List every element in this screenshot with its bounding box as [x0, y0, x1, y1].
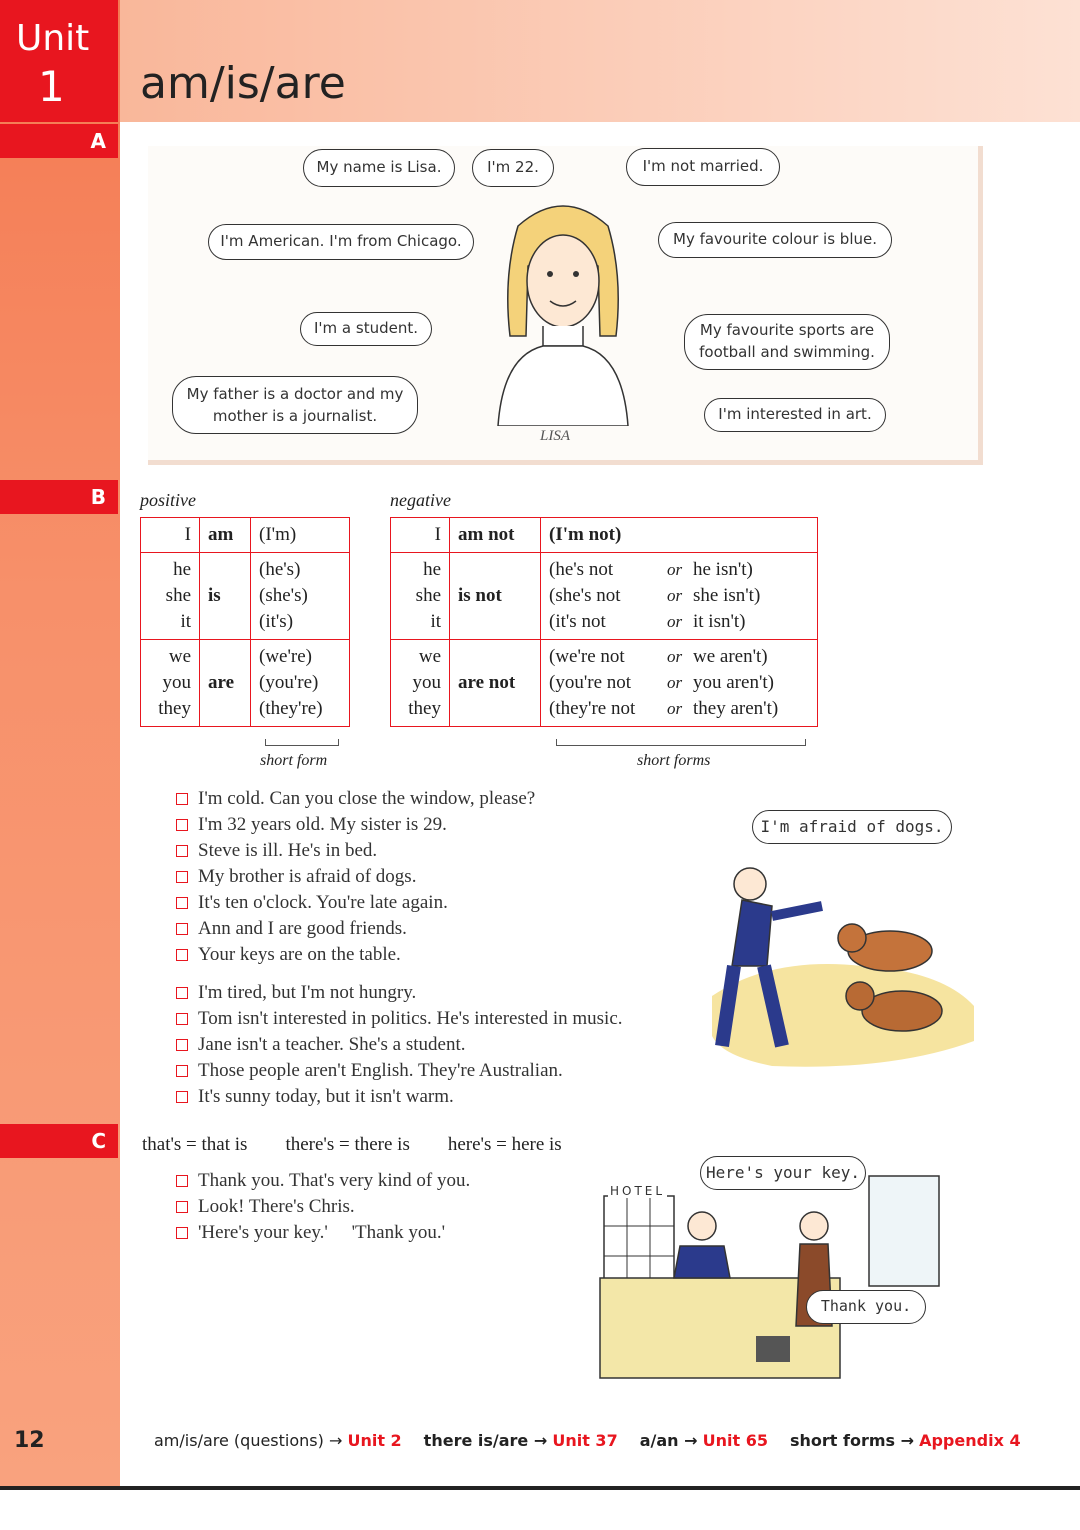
short-forms-brace — [556, 739, 806, 746]
checkbox-bullet — [176, 923, 188, 935]
list-item — [176, 786, 535, 812]
alt-form: he isn't) — [693, 559, 753, 580]
list-item — [176, 864, 535, 890]
footer-link[interactable] — [790, 1431, 1021, 1450]
examples-positive — [176, 786, 535, 968]
table-row — [141, 518, 350, 553]
short-form: (you're not — [549, 672, 632, 693]
subject-cell — [141, 553, 200, 640]
checkbox-bullet — [176, 793, 188, 805]
short-form-brace — [265, 739, 339, 746]
subject-cell — [141, 640, 200, 727]
example-text: Jane isn't a teacher. She's a student. — [198, 1034, 466, 1055]
checkbox-bullet — [176, 1175, 188, 1187]
short-form: (you're) — [259, 672, 319, 693]
verb-cell: am — [200, 518, 251, 553]
section-c-tab: C — [0, 1124, 118, 1158]
list-item — [176, 890, 535, 916]
verb-cell: is not — [450, 553, 541, 640]
section-b-tab: B — [0, 480, 118, 514]
list-item — [176, 1058, 623, 1084]
footer-link[interactable] — [640, 1431, 768, 1450]
cross-references — [154, 1431, 1021, 1450]
short-cell — [541, 640, 818, 727]
page-bottom-rule — [0, 1486, 1080, 1490]
speech-bubble: I'm interested in art. — [704, 398, 886, 432]
footer-link[interactable] — [424, 1431, 618, 1450]
list-item — [176, 1168, 470, 1194]
verb-cell: am not — [450, 518, 541, 553]
list-item — [176, 1006, 623, 1032]
example-text: It's sunny today, but it isn't warm. — [198, 1086, 454, 1107]
checkbox-bullet — [176, 871, 188, 883]
checkbox-bullet — [176, 1227, 188, 1239]
checkbox-bullet — [176, 1013, 188, 1025]
short-cell — [541, 553, 818, 640]
example-text: Those people aren't English. They're Australian. — [198, 1060, 563, 1081]
or-word: or — [667, 612, 683, 631]
subject: you — [412, 672, 441, 693]
example-text: Ann and I are good friends. — [198, 918, 407, 939]
short-form-label: short form — [260, 752, 328, 769]
page-title: am/is/are — [140, 58, 346, 109]
short-form-equations — [142, 1134, 562, 1156]
hotel-illustration — [584, 1166, 956, 1390]
example-text: I'm cold. Can you close the window, please? — [198, 788, 536, 809]
short-forms-label: short forms — [637, 752, 711, 769]
example-text: I'm tired, but I'm not hungry. — [198, 982, 417, 1003]
checkbox-bullet — [176, 845, 188, 857]
speech-bubble: I'm 22. — [472, 149, 554, 187]
short-cell: (I'm) — [251, 518, 350, 553]
short-form: (he's not — [549, 559, 614, 580]
subject: they — [408, 698, 441, 719]
subject: he — [423, 559, 441, 580]
list-item — [176, 1194, 470, 1220]
short-form: (we're not — [549, 646, 625, 667]
subject-cell — [391, 640, 450, 727]
negative-table — [390, 517, 818, 727]
bubble-line: My favourite sports are — [699, 321, 875, 339]
margin-strip — [0, 0, 120, 1488]
list-item — [176, 1084, 623, 1110]
list-item — [176, 942, 535, 968]
checkbox-bullet — [176, 987, 188, 999]
checkbox-bullet — [176, 1065, 188, 1077]
checkbox-bullet — [176, 1201, 188, 1213]
footer-link[interactable] — [154, 1431, 402, 1450]
short-cell — [251, 640, 350, 727]
equation: there's = there is — [285, 1134, 410, 1155]
table-row — [141, 553, 350, 640]
example-text: Your keys are on the table. — [198, 944, 401, 965]
or-word: or — [667, 647, 683, 666]
subject-cell: I — [141, 518, 200, 553]
table-row — [391, 640, 818, 727]
link-target[interactable]: Appendix 4 — [919, 1431, 1021, 1450]
section-a-tab: A — [0, 124, 118, 158]
link-text: a/an → — [639, 1431, 698, 1450]
page-number: 12 — [14, 1428, 45, 1453]
short-form: (she's not — [549, 585, 621, 606]
checkbox-bullet — [176, 1091, 188, 1103]
bubble-line: football and swimming. — [699, 343, 875, 361]
link-target[interactable]: Unit 37 — [552, 1431, 618, 1450]
subject: she — [415, 585, 441, 606]
alt-form: they aren't) — [693, 698, 779, 719]
bubble-line: mother is a journalist. — [212, 407, 378, 425]
example-text: Thank you. That's very kind of you. — [198, 1170, 471, 1191]
subject: she — [165, 585, 191, 606]
subject-cell: I — [391, 518, 450, 553]
short-form: (they're) — [259, 698, 323, 719]
speech-bubble: My favourite colour is blue. — [658, 222, 892, 258]
example-text: It's ten o'clock. You're late again. — [198, 892, 448, 913]
subject-cell — [391, 553, 450, 640]
dog-speech-bubble: I'm afraid of dogs. — [752, 810, 952, 844]
link-text: there is/are → — [423, 1431, 548, 1450]
positive-table — [140, 517, 350, 727]
section-a-panel — [148, 146, 983, 465]
short-form: (they're not — [549, 698, 636, 719]
equation: that's = that is — [142, 1134, 248, 1155]
equation: here's = here is — [447, 1134, 562, 1155]
subject: we — [418, 646, 441, 667]
link-target[interactable]: Unit 2 — [347, 1431, 402, 1450]
checkbox-bullet — [176, 819, 188, 831]
speech-bubble: I'm a student. — [300, 312, 432, 346]
unit-number: 1 — [38, 62, 65, 111]
table-row — [391, 518, 818, 553]
examples-negative — [176, 980, 623, 1110]
list-item — [176, 1220, 470, 1246]
checkbox-bullet — [176, 897, 188, 909]
lisa-caption: LISA — [540, 428, 570, 444]
list-item — [176, 980, 623, 1006]
thanks-speech-bubble: Thank you. — [806, 1290, 926, 1324]
list-item — [176, 1032, 623, 1058]
example-text: I'm 32 years old. My sister is 29. — [198, 814, 447, 835]
short-form: (we're) — [259, 646, 312, 667]
subject: it — [180, 611, 191, 632]
example-text: 'Here's your key.' 'Thank you.' — [198, 1222, 445, 1243]
or-word: or — [667, 586, 683, 605]
link-text: am/is/are (questions) → — [154, 1431, 343, 1450]
positive-label: positive — [140, 490, 196, 510]
link-text: short forms → — [789, 1431, 914, 1450]
lisa-illustration — [488, 186, 638, 426]
unit-word: Unit — [16, 18, 90, 59]
table-row — [391, 553, 818, 640]
speech-bubble: I'm not married. — [626, 148, 780, 186]
subject: we — [168, 646, 191, 667]
example-text: My brother is afraid of dogs. — [198, 866, 417, 887]
or-word: or — [667, 673, 683, 692]
alt-form: we aren't) — [693, 646, 768, 667]
or-word: or — [667, 699, 683, 718]
examples-c — [176, 1168, 470, 1246]
verb-cell: is — [200, 553, 251, 640]
checkbox-bullet — [176, 949, 188, 961]
hotel-sign: HOTEL — [610, 1184, 666, 1198]
key-speech-bubble: Here's your key. — [700, 1156, 866, 1190]
checkbox-bullet — [176, 1039, 188, 1051]
speech-bubble: My name is Lisa. — [303, 149, 455, 187]
list-item — [176, 838, 535, 864]
subject: you — [162, 672, 191, 693]
dogs-illustration — [712, 846, 980, 1076]
speech-bubble — [684, 314, 890, 370]
list-item — [176, 916, 535, 942]
short-form: (she's) — [259, 585, 308, 606]
or-word: or — [667, 560, 683, 579]
negative-label: negative — [390, 490, 451, 510]
alt-form: she isn't) — [693, 585, 761, 606]
subject: he — [173, 559, 191, 580]
short-form: (it's) — [259, 611, 294, 632]
speech-bubble: I'm American. I'm from Chicago. — [208, 224, 474, 260]
short-form: (he's) — [259, 559, 301, 580]
example-text: Tom isn't interested in politics. He's interested in music. — [198, 1008, 623, 1029]
short-form: (it's not — [549, 611, 606, 632]
speech-bubble — [172, 376, 418, 434]
short-cell — [251, 553, 350, 640]
alt-form: it isn't) — [693, 611, 746, 632]
list-item — [176, 812, 535, 838]
verb-cell: are not — [450, 640, 541, 727]
example-text: Steve is ill. He's in bed. — [198, 840, 378, 861]
unit-badge — [0, 0, 118, 122]
example-text: Look! There's Chris. — [198, 1196, 355, 1217]
link-target[interactable]: Unit 65 — [702, 1431, 768, 1450]
alt-form: you aren't) — [693, 672, 774, 693]
subject: it — [430, 611, 441, 632]
subject: they — [158, 698, 191, 719]
bubble-line: My father is a doctor and my — [186, 385, 404, 403]
short-cell: (I'm not) — [541, 518, 818, 553]
table-row — [141, 640, 350, 727]
verb-cell: are — [200, 640, 251, 727]
